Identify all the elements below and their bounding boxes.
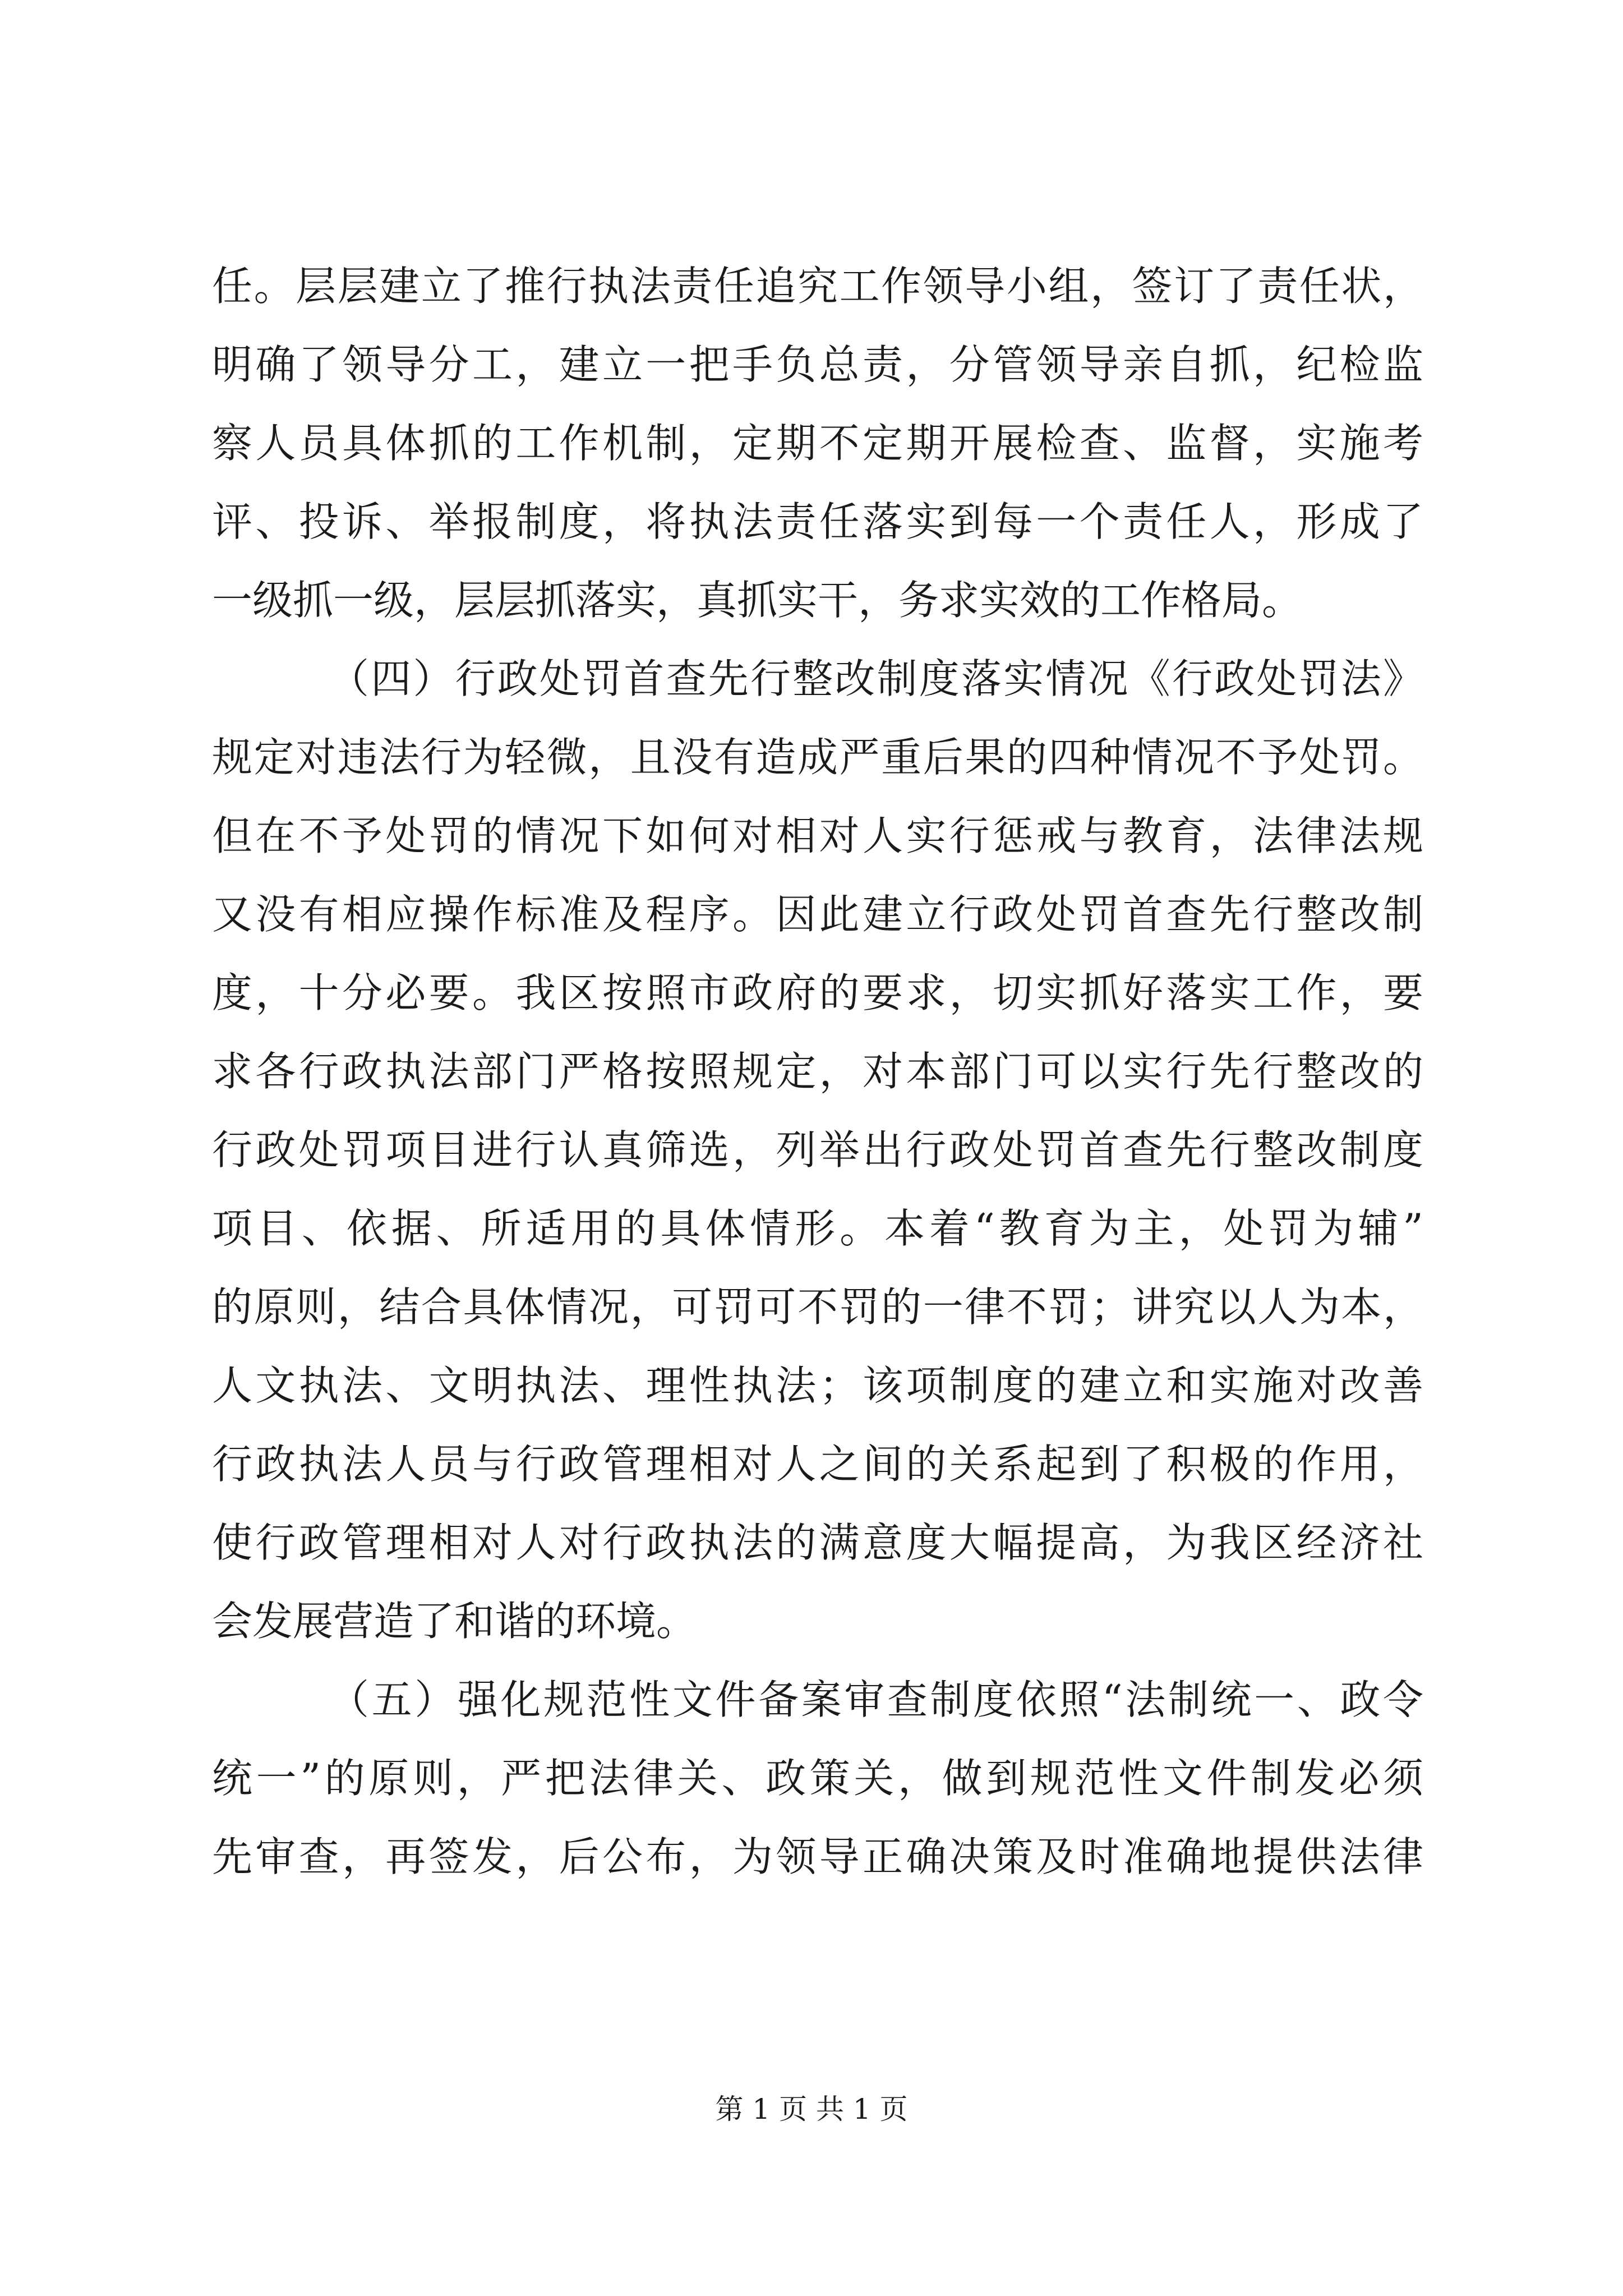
- text-line: 行政执法人员与行政管理相对人之间的关系起到了积极的作用，: [212, 1441, 1423, 1488]
- document-body: [212, 247, 1423, 1896]
- text-line: 规定对违法行为轻微，且没有造成严重后果的四种情况不予处罚。: [212, 734, 1423, 781]
- paragraph-2: [212, 639, 1423, 1660]
- text-line: 一级抓一级，层层抓落实，真抓实干，务求实效的工作格局。: [212, 577, 1303, 624]
- text-line: 行政处罚项目进行认真筛选，列举出行政处罚首查先行整改制度: [212, 1126, 1423, 1174]
- text-line: 项目、依据、所适用的具体情形。本着“教育为主，处罚为辅”: [212, 1205, 1423, 1252]
- paragraph-3: [212, 1660, 1423, 1896]
- text-line: （四）行政处罚首查先行整改制度落实情况《行政处罚法》: [329, 655, 1423, 702]
- paragraph-1: [212, 247, 1423, 639]
- text-line: 评、投诉、举报制度，将执法责任落实到每一个责任人，形成了: [212, 498, 1423, 545]
- text-line: 统一”的原则，严把法律关、政策关，做到规范性文件制发必须: [212, 1755, 1423, 1802]
- text-line: 会发展营造了和谐的环境。: [212, 1598, 697, 1645]
- page-number: 第 1 页 共 1 页: [715, 2093, 908, 2125]
- text-line: 的原则，结合具体情况，可罚可不罚的一律不罚；讲究以人为本，: [212, 1283, 1423, 1331]
- text-line: 明确了领导分工，建立一把手负总责，分管领导亲自抓，纪检监: [212, 341, 1423, 388]
- text-line: 但在不予处罚的情况下如何对相对人实行惩戒与教育，法律法规: [212, 812, 1423, 859]
- text-line: 使行政管理相对人对行政执法的满意度大幅提高，为我区经济社: [212, 1519, 1423, 1566]
- text-line: 度，十分必要。我区按照市政府的要求，切实抓好落实工作，要: [212, 969, 1423, 1016]
- page-footer: [0, 2092, 1623, 2126]
- text-line: 人文执法、文明执法、理性执法；该项制度的建立和实施对改善: [212, 1362, 1423, 1409]
- text-line: 先审查，再签发，后公布，为领导正确决策及时准确地提供法律: [212, 1833, 1423, 1880]
- text-line: （五）强化规范性文件备案审查制度依照“法制统一、政令: [329, 1676, 1423, 1723]
- text-line: 求各行政执法部门严格按照规定，对本部门可以实行先行整改的: [212, 1048, 1423, 1095]
- text-line: 察人员具体抓的工作机制，定期不定期开展检查、监督，实施考: [212, 420, 1423, 467]
- text-line: 任。层层建立了推行执法责任追究工作领导小组，签订了责任状，: [212, 263, 1423, 310]
- text-line: 又没有相应操作标准及程序。因此建立行政处罚首查先行整改制: [212, 891, 1423, 938]
